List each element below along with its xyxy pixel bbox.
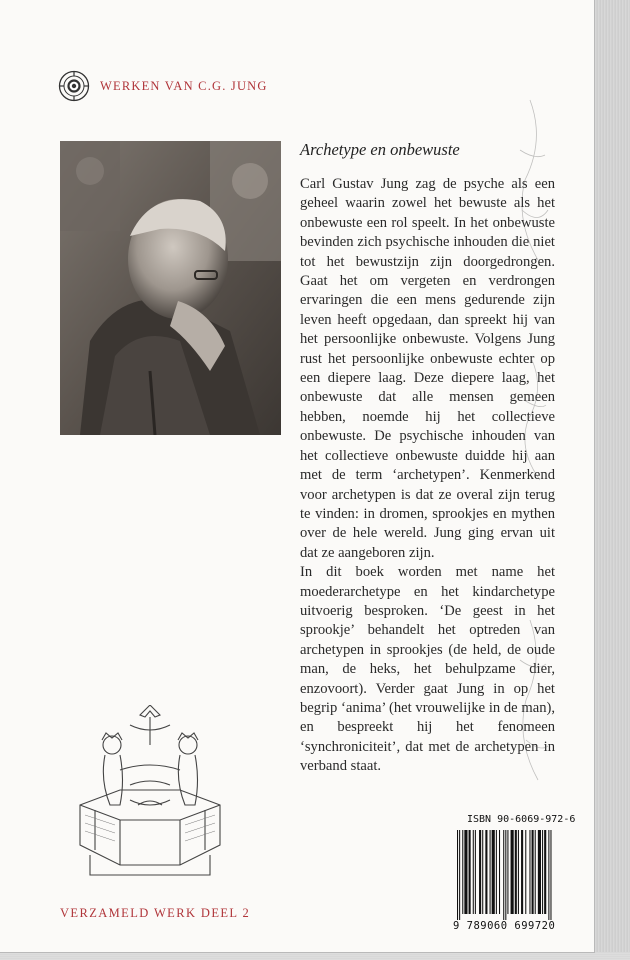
barcode-bar <box>485 830 487 914</box>
barcode-bar <box>482 830 483 914</box>
author-portrait <box>60 141 281 435</box>
volume-label: VERZAMELD WERK DEEL 2 <box>60 906 251 920</box>
barcode-bar <box>505 830 506 920</box>
blurb-paragraph-2: In dit boek worden met name het moederarchetype en het kindarchetype uitvoerig besproken. ‘De geest in het sprookje’ behandelt het optreden van archetypen in sprookjes (de held, de oude man, de heks, het behulpzame dier, enzovoort). Verder gaat Jung in op het begrip ‘anima’ (het vrouwelijke in de man), en bespreekt hij het fenomeen ‘synchroniciteit’, dat met de archetypen in verband staat. <box>300 564 555 775</box>
barcode-bar <box>464 830 467 914</box>
series-header <box>58 70 268 102</box>
isbn-label: ISBN 90-6069-972-6 <box>467 814 576 825</box>
blurb-paragraph-1: Carl Gustav Jung zag de psyche als een geheel waarin zowel het bewuste als het onbewuste een rol speelt. In het onbewuste bevinden zich psychische inhouden die niet tot het bewustzijn zijn doorgedrongen. Gaat het om vergeten en verdrongen ervaringen die een mens gedurende zijn leven heeft opgedaan, dan spreekt hij van het persoonlijke onbewuste. Volgens Jung rust het persoonlijke onbewuste echter op een diepere laag. Deze diepere laag, het onbewuste dat alle mensen gemeen hebben, noemde hij het collectieve onbewuste. De psychische inhouden van het collectieve onbewuste duidde hij aan met de term ‘archetypen’. Kenmerkend voor archetypen is dat ze overal zijn terug te vinden: in dromen, sprookjes en mythen over de hele wereld. Jung ging ervan uit dat ze aangeboren zijn. <box>300 176 555 561</box>
barcode-bar <box>496 830 497 914</box>
series-title: WERKEN VAN C.G. JUNG <box>100 78 268 93</box>
barcode-bar <box>462 830 463 914</box>
barcode-bar <box>550 830 551 920</box>
barcode-bar <box>499 830 500 914</box>
barcode-bar <box>469 830 471 914</box>
barcode-bar <box>459 830 460 920</box>
barcode-bar <box>475 830 476 914</box>
barcode-number: 9 789060 699720 <box>453 920 556 932</box>
fountain-engraving <box>60 705 240 885</box>
barcode-bar <box>490 830 491 914</box>
page-edges-bottom <box>0 952 630 960</box>
barcode-bar <box>503 830 504 920</box>
barcode-bar <box>473 830 474 914</box>
barcode-bar <box>492 830 495 914</box>
side-illustration <box>510 60 550 920</box>
barcode-bar <box>507 830 508 914</box>
barcode-bar <box>479 830 481 914</box>
series-logo-icon <box>58 70 90 102</box>
barcode-bar <box>457 830 458 920</box>
book-title: Archetype en onbewuste <box>300 140 460 159</box>
